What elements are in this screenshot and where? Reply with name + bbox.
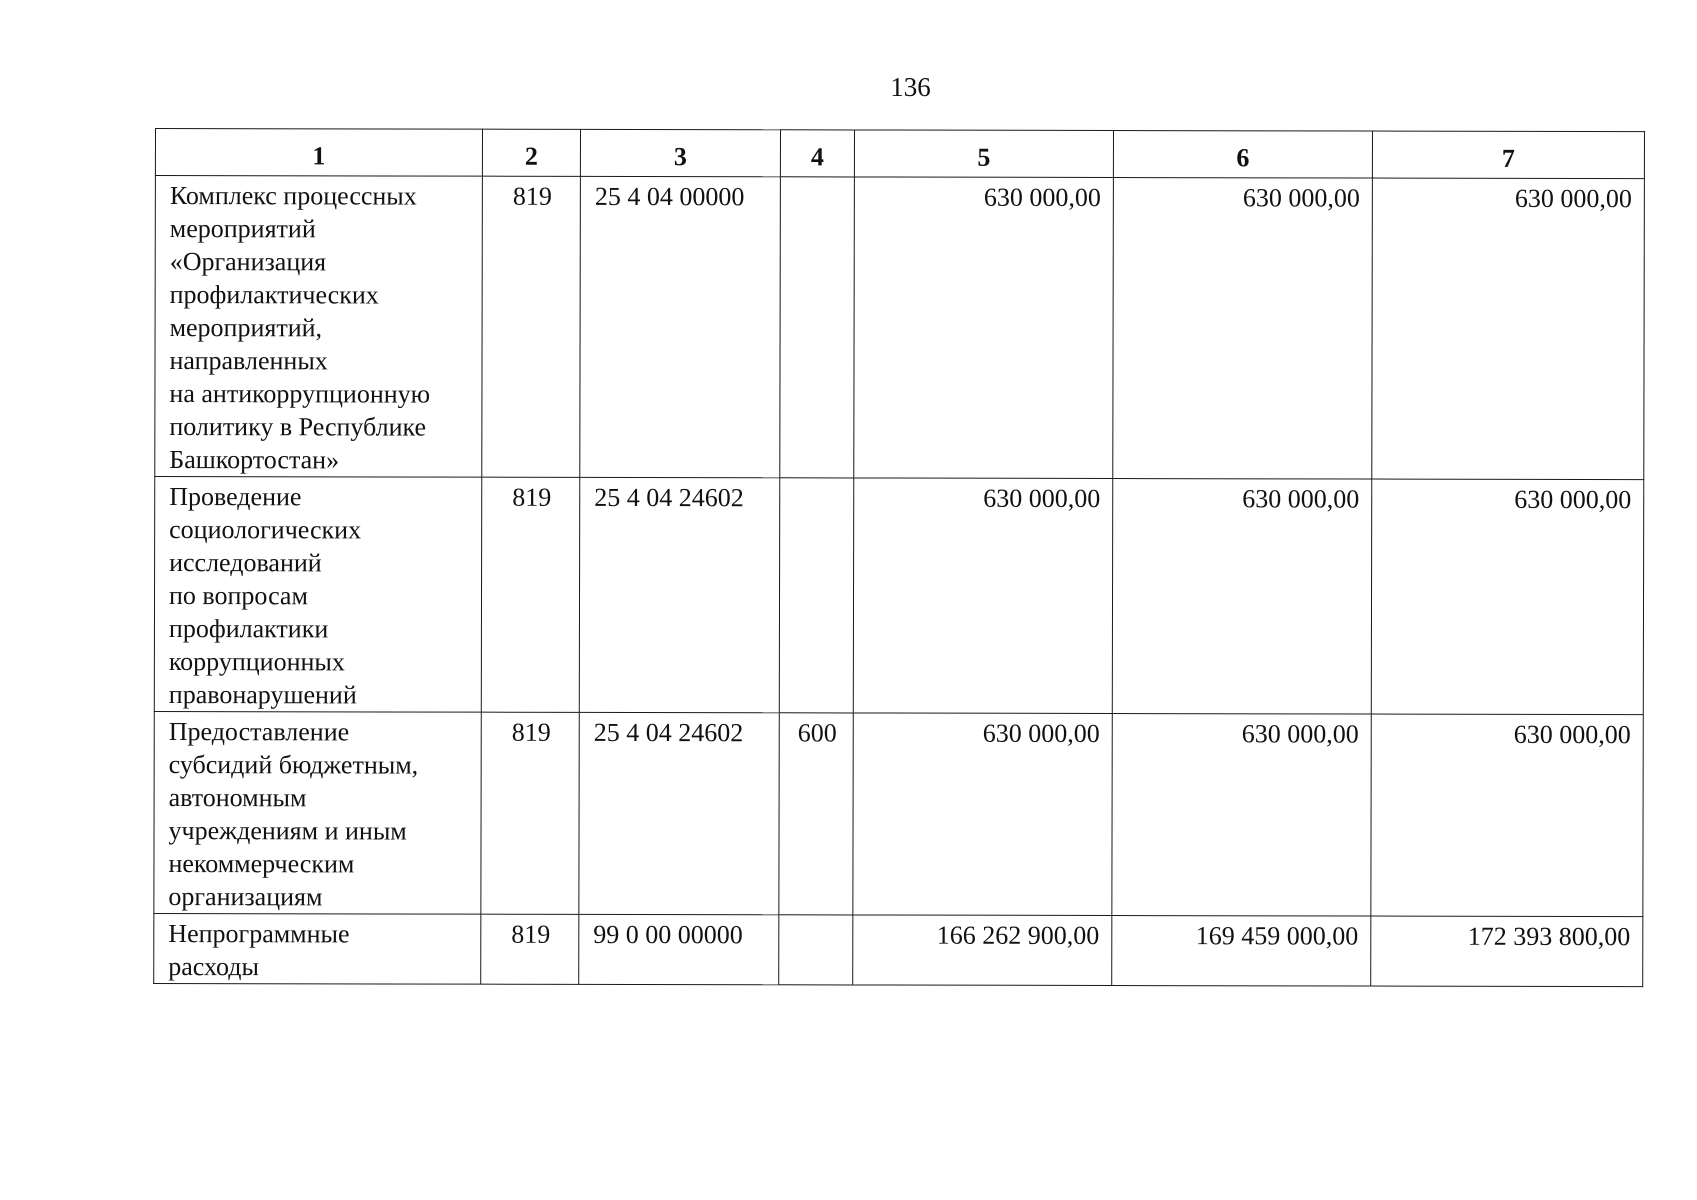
- expense-type-cell: [780, 177, 855, 478]
- row-name-line: политику в Республике: [169, 412, 427, 442]
- row-name-line: на антикоррупционную: [169, 379, 431, 409]
- row-name-line: некоммерческим: [168, 849, 355, 879]
- amount-col5-cell: 630 000,00: [853, 713, 1112, 916]
- row-name-line: субсидий бюджетным,: [168, 750, 419, 780]
- target-code-cell: 25 4 04 24602: [579, 712, 779, 914]
- admin-code-cell: 819: [481, 712, 579, 914]
- budget-table: [153, 128, 1645, 987]
- column-header: 4: [780, 130, 854, 177]
- row-name-cell: [154, 477, 481, 713]
- row-name-line: социологических: [169, 515, 362, 545]
- row-name-line: профилактических: [169, 280, 379, 310]
- row-name-line: организациям: [168, 882, 323, 912]
- expense-type-cell: [779, 478, 853, 713]
- row-name-line: профилактики: [168, 614, 329, 644]
- target-code-cell: 25 4 04 24602: [579, 477, 779, 712]
- row-name-line: Предоставление: [168, 717, 350, 747]
- amount-col5-cell: 630 000,00: [853, 478, 1112, 714]
- row-name-line: мероприятий,: [169, 313, 323, 343]
- row-name-line: правонарушений: [168, 680, 357, 710]
- amount-col7-cell: 630 000,00: [1371, 479, 1643, 715]
- amount-col6-cell: 630 000,00: [1112, 479, 1371, 715]
- target-code-cell: 25 4 04 00000: [580, 176, 781, 477]
- column-header: 6: [1113, 131, 1372, 179]
- amount-col7-cell: 630 000,00: [1371, 714, 1643, 917]
- row-name-cell: [155, 176, 483, 478]
- target-code-cell: 99 0 00 00000: [579, 914, 779, 984]
- amount-col6-cell: 630 000,00: [1112, 714, 1371, 917]
- row-name-line: расходы: [168, 952, 259, 982]
- row-name-line: мероприятий: [169, 214, 316, 244]
- row-name-line: учреждениям и иным: [168, 816, 407, 846]
- row-name-line: исследований: [169, 548, 322, 578]
- row-name-line: коррупционных: [168, 647, 345, 677]
- expense-type-cell: [779, 915, 853, 985]
- admin-code-cell: 819: [481, 477, 579, 712]
- row-name-line: «Организация: [169, 247, 327, 277]
- row-name-line: Проведение: [169, 482, 302, 512]
- column-header: 7: [1372, 131, 1644, 179]
- column-header: 5: [854, 130, 1113, 178]
- amount-col6-cell: 630 000,00: [1113, 178, 1373, 480]
- row-name-line: автономным: [168, 783, 307, 813]
- admin-code-cell: 819: [482, 176, 581, 477]
- row-name-line: Комплекс процессных: [169, 181, 417, 211]
- column-header: 2: [482, 129, 580, 176]
- table-header-row: [155, 129, 1644, 179]
- row-name-line: Непрограммные: [168, 919, 350, 949]
- page-number: 136: [890, 72, 931, 102]
- table-row: [155, 176, 1645, 480]
- row-name-cell: [154, 913, 481, 984]
- amount-col6-cell: 169 459 000,00: [1112, 916, 1371, 987]
- row-name-line: Башкортостан»: [169, 445, 340, 475]
- table-row: [154, 913, 1643, 986]
- row-name-line: по вопросам: [168, 581, 308, 611]
- amount-col7-cell: 172 393 800,00: [1371, 916, 1643, 987]
- table-row: [154, 711, 1643, 916]
- amount-col5-cell: 630 000,00: [854, 177, 1114, 479]
- row-name-cell: [154, 711, 481, 914]
- column-header: 3: [580, 129, 780, 176]
- amount-col5-cell: 166 262 900,00: [853, 915, 1112, 986]
- row-name-line: направленных: [169, 346, 328, 376]
- column-header: 1: [155, 129, 482, 177]
- expense-type-cell: 600: [779, 713, 853, 915]
- admin-code-cell: 819: [481, 914, 579, 984]
- amount-col7-cell: 630 000,00: [1372, 178, 1645, 480]
- table-row: [154, 477, 1643, 715]
